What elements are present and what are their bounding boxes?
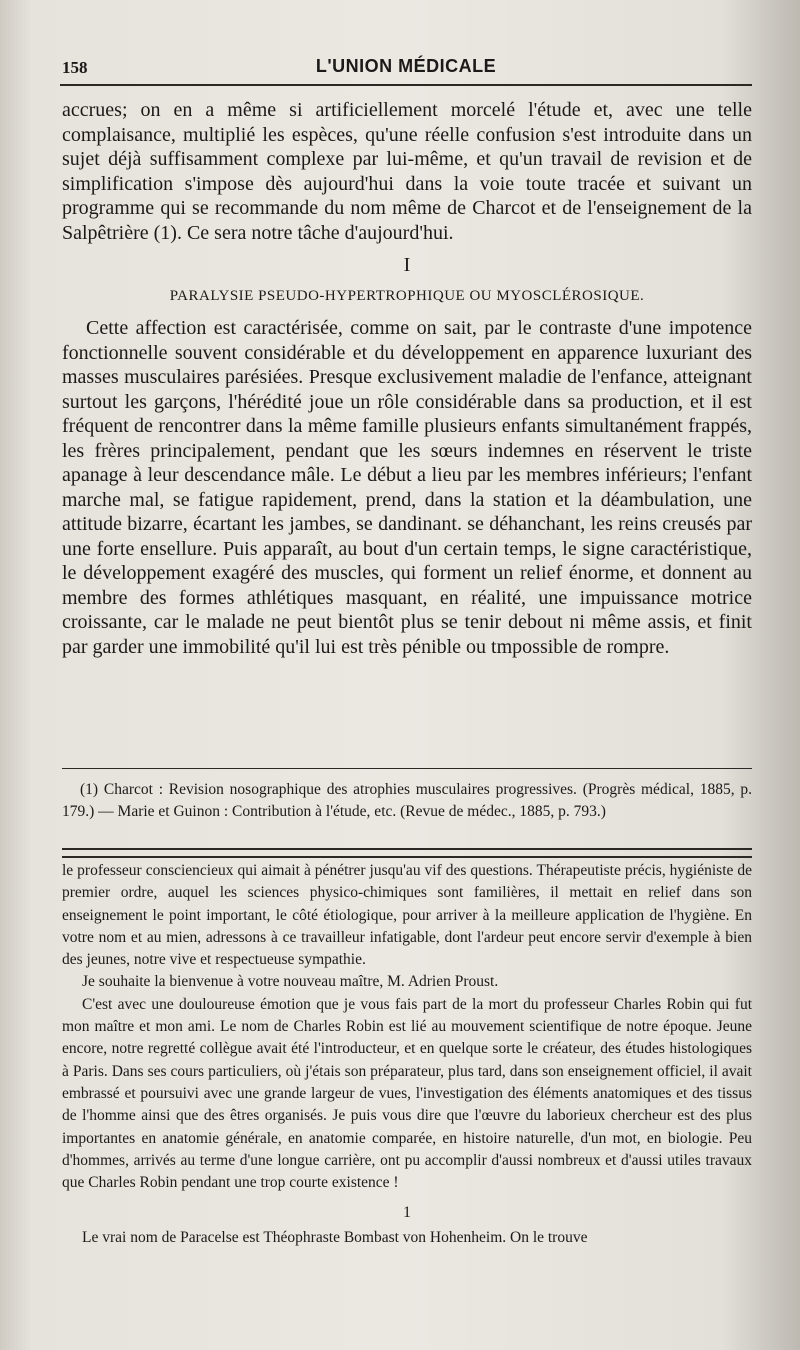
section-number: I [403, 254, 411, 276]
section-title: PARALYSIE PSEUDO-HYPERTROPHIQUE OU MYOSCLÉROSIQUE. [169, 287, 645, 304]
feuilleton-last-line: Le vrai nom de Paracelse est Théophraste Bombast von Hohenheim. On le trouve [82, 1228, 588, 1246]
feuilleton-paragraph-2: Je souhaite la bienvenue à votre nouveau maître, M. Adrien Proust. [82, 973, 499, 991]
feuilleton-paragraph-3: C'est avec une douloureuse émotion que je vous fais part de la mort du professeur Charles Robin qui fut mon maître et mon ami. Le nom de Charles Robin est lié au mouvement scientifique de notre époque. Jeune encore, notre regretté collègue avait été l'introducteur, et en quelque sorte le créateur, des études histologiques à Paris. Dans ses cours particuliers, où j'étais son préparateur, plus tard, dans son enseignement officiel, il avait embrassé et poursuivi avec une grande largeur de vues, l'investigation des éléments anatomiques et des tissus de l'homme ainsi que des êtres organisés. Je puis vous dire que l'œuvre du laborieux chercheur est des plus importantes en anatomie générale, en anatomie comparée, en histoire naturelle, d'un mot, en biologie. Peu d'hommes, arrivés au terme d'une longue carrière, ont pu accomplir d'aussi nombreux et d'aussi utiles travaux que Charles Robin pendant une trop courte existence ! [62, 995, 752, 1192]
footnote-text: (1) Charcot : Revision nosographique des atrophies musculaires progressives. (Progrès médical, 1885, p. 179.) — Marie et Guinon : Contribution à l'étude, etc. (Revue de médec., 1885, p. 793.) [62, 781, 752, 820]
running-head: L'UNION MÉDICALE [315, 56, 497, 76]
feuilleton [62, 860, 752, 1249]
page-header [60, 50, 752, 86]
page-number: 158 [62, 58, 88, 77]
main-article [62, 98, 752, 659]
feuilleton-footnote-number: 1 [403, 1204, 411, 1222]
footnote [62, 768, 752, 822]
feuilleton-paragraph-1: le professeur consciencieux qui aimait à pénétrer jusqu'au vif des questions. Thérapeutiste précis, hygiéniste de premier ordre, auquel les sciences physico-chimiques sont familières, il mettait en relief dans son enseignement le point important, le côté étiologique, pour arriver à la meilleure application de l'hygiène. En votre nom et au mien, adressons à ce travailleur infatigable, dont l'ardeur peut encore servir d'exemple à bien des jeunes, notre vive et respectueuse sympathie. [62, 862, 752, 969]
feuilleton-divider [62, 848, 752, 858]
section-paragraph: Cette affection est caractérisée, comme on sait, par le contraste d'une impotence fonctionnelle souvent considérable et du développement en apparence luxuriant des masses musculaires parésiées. Presque exclusivement maladie de l'enfance, atteignant surtout les garçons, l'hérédité joue un rôle considérable dans sa production, et il est fréquent de rencontrer dans la même famille plusieurs enfants simultanément frappés, les frères principalement, pendant que les sœurs indemnes en réservent le triste apanage à leur descendance mâle. Le début a lieu par les membres inférieurs; l'enfant marche mal, se fatigue rapidement, prend, dans la station et la déambulation, une attitude bizarre, écartant les jambes, se dandinant. se déhanchant, les reins creusés par une forte ensellure. Puis apparaît, au bout d'un certain temps, le signe caractéristique, le développement exagéré des muscles, qui forment un relief énorme, et donnent au membre des formes athlétiques masquant, en réalité, une impuissance motrice croissante, car le malade ne peut bientôt plus se tenir debout ni même assis, et finit par garder une immobilité qu'il lui est très pénible ou tmpossible de rompre. [62, 317, 752, 658]
intro-paragraph: accrues; on en a même si artificiellement morcelé l'étude et, avec une telle complaisance, multiplié les espèces, qu'une réelle confusion s'est introduite dans un sujet déjà suffisamment complexe par lui-même, et qu'un travail de revision et de simplification s'impose dès aujourd'hui dans la voie toute tracée et suivant un programme qui se recommande du nom même de Charcot et de l'enseignement de la Salpêtrière (1). Ce sera notre tâche d'aujourd'hui. [62, 99, 752, 244]
